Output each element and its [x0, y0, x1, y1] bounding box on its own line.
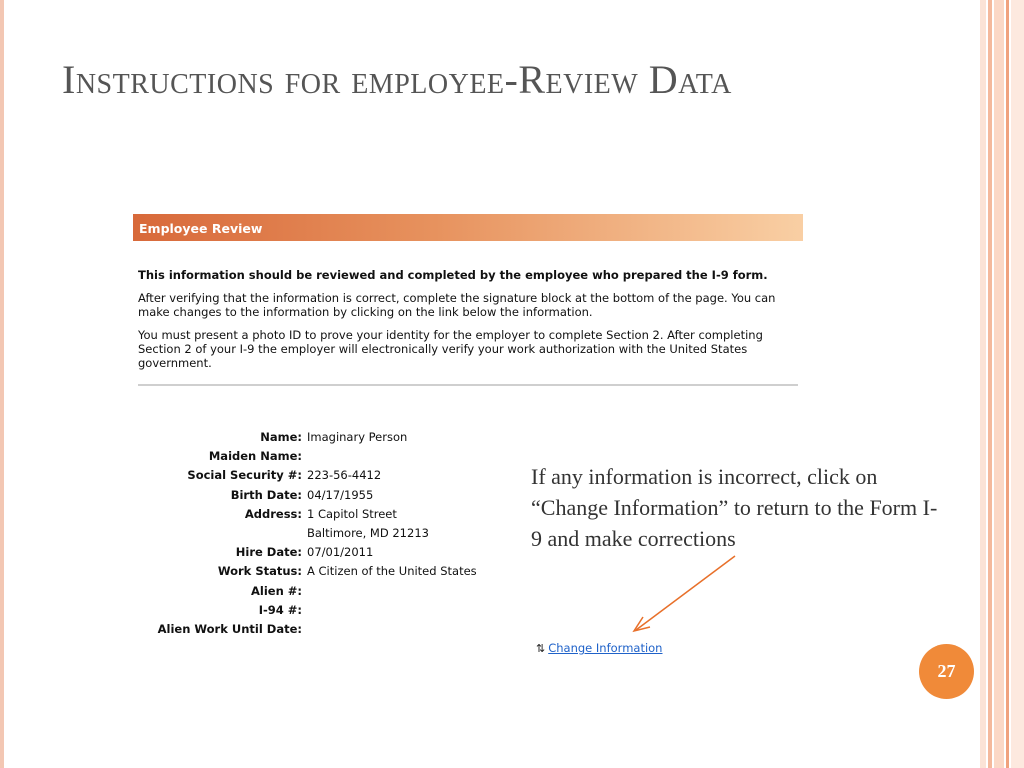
- field-label: Social Security #:: [187, 468, 302, 483]
- field-value: 223-56-4412: [307, 468, 382, 483]
- info-row-ssn: [140, 466, 477, 485]
- change-information-link[interactable]: Change Information: [548, 641, 663, 655]
- field-label: I-94 #:: [258, 602, 302, 617]
- field-label: Maiden Name:: [208, 449, 302, 464]
- page-number-badge: 27: [919, 644, 974, 699]
- info-row-birth-date: [140, 486, 477, 505]
- field-value: A Citizen of the United States: [307, 564, 477, 579]
- instructions-paragraph-1: After verifying that the information is correct, complete the signature block at the bottom of the page. You can make changes to the information by clicking on the link below the information.: [138, 291, 776, 319]
- change-information-link-row: [536, 641, 662, 655]
- field-label: Alien Work Until Date:: [157, 621, 302, 636]
- info-row-hire-date: [140, 543, 477, 562]
- employee-review-panel: [133, 214, 803, 386]
- info-row-address: [140, 505, 477, 524]
- info-row-maiden-name: [140, 447, 477, 466]
- field-label: Work Status:: [217, 564, 302, 579]
- info-row-alien-number: [140, 582, 477, 601]
- instructions-paragraph-2: You must present a photo ID to prove your identity for the employer to complete Section 2. After completing Section 2 of your I-9 the employer will electronically verify your work authorization with the United States government.: [138, 328, 763, 370]
- section-divider: [138, 384, 798, 386]
- info-row-work-status: [140, 562, 477, 581]
- field-label: Hire Date:: [235, 545, 302, 560]
- field-label: Alien #:: [250, 583, 302, 598]
- info-row-address-line-2: [140, 524, 477, 543]
- field-value: 07/01/2011: [307, 545, 374, 560]
- swap-arrows-icon: ⇅: [536, 642, 546, 655]
- field-label: Birth Date:: [230, 487, 302, 502]
- field-value: Baltimore, MD 21213: [307, 525, 429, 540]
- info-row-name: [140, 428, 477, 447]
- employee-info-table: [140, 428, 477, 639]
- slide-title: Instructions for employee-Review Data: [62, 57, 732, 102]
- callout-text: If any information is incorrect, click on “Change Information” to return to the Form I-9 and make corrections: [531, 464, 938, 551]
- field-value: 1 Capitol Street: [307, 506, 397, 521]
- field-value: 04/17/1955: [307, 487, 374, 502]
- field-label-empty: [140, 524, 307, 543]
- panel-body: [133, 241, 803, 386]
- info-row-i94-number: [140, 601, 477, 620]
- panel-header: Employee Review: [133, 214, 803, 241]
- slide-right-stripes: [980, 0, 1024, 768]
- field-label: Address:: [244, 506, 302, 521]
- field-value: Imaginary Person: [307, 430, 408, 444]
- slide-left-border: [0, 0, 4, 768]
- info-row-alien-work-until: [140, 620, 477, 639]
- field-label: Name:: [260, 430, 302, 444]
- intro-text: This information should be reviewed and completed by the employee who prepared the I-9 form.: [138, 268, 768, 282]
